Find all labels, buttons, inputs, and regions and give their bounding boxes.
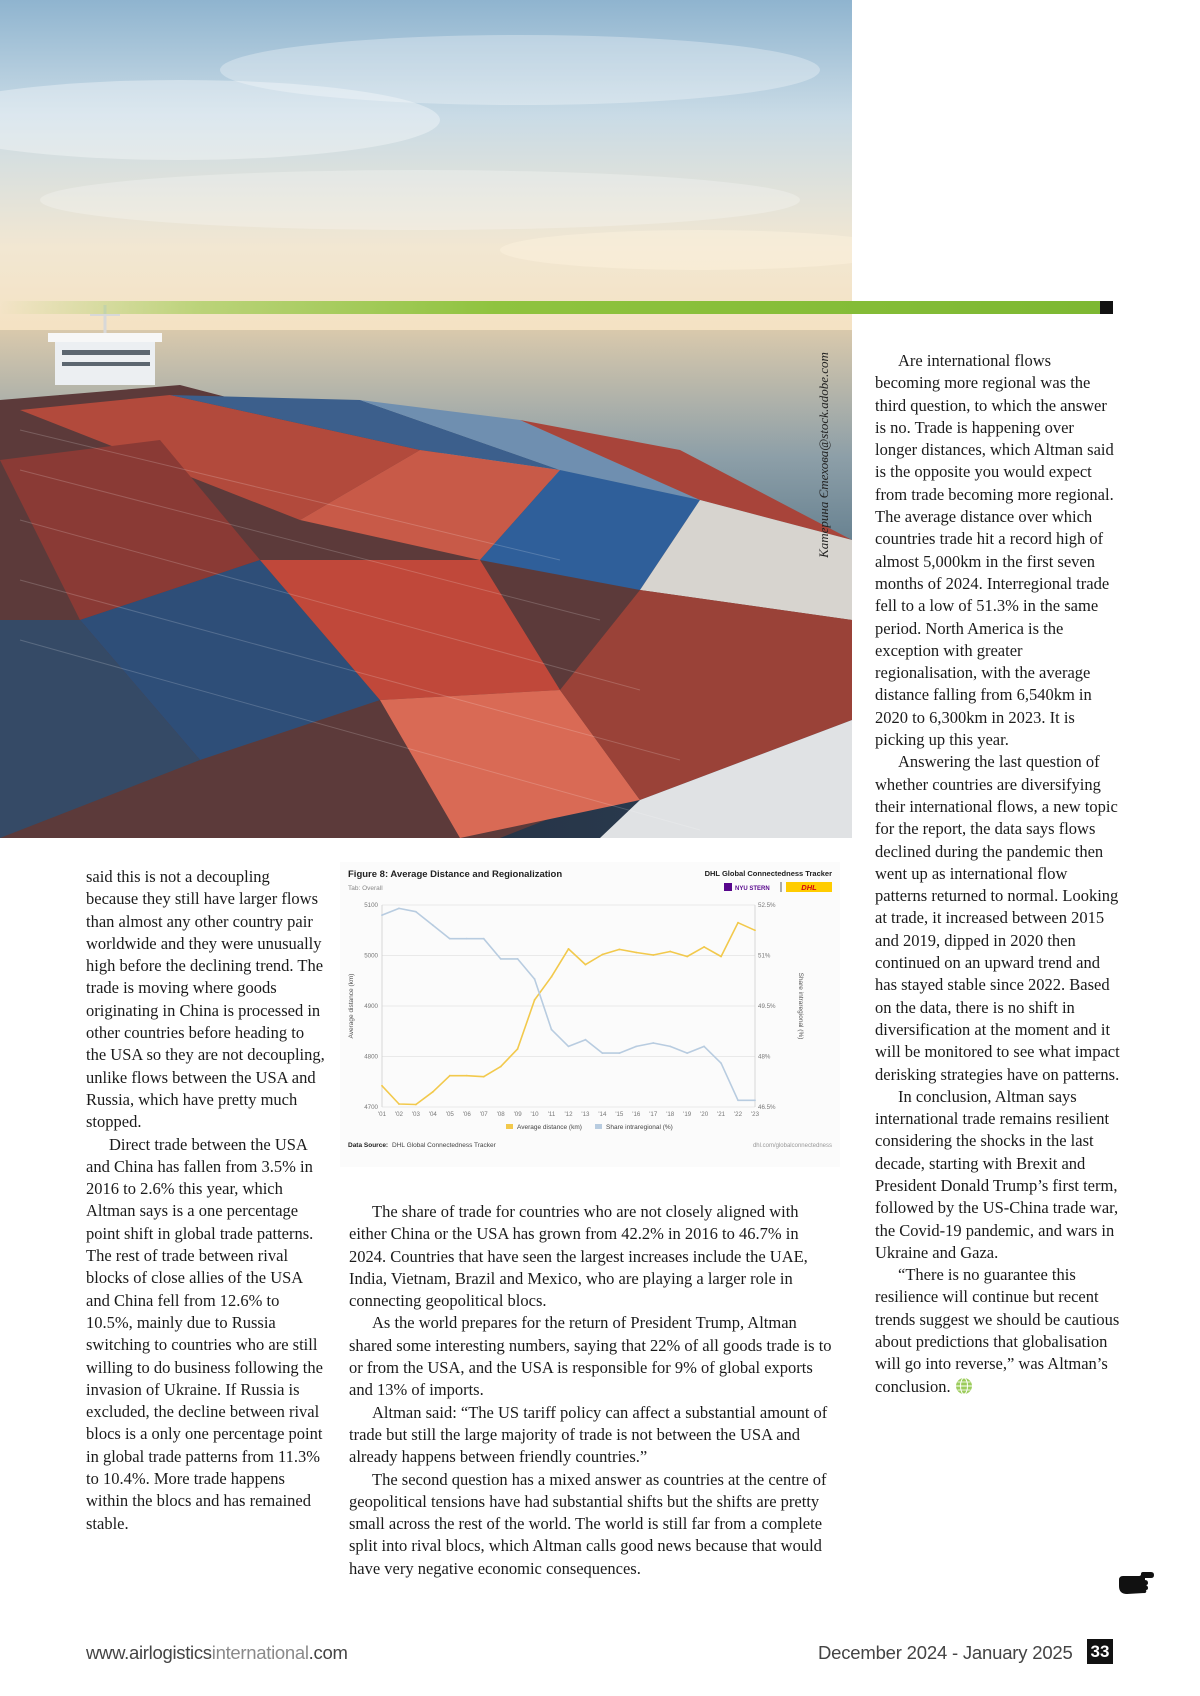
data-point [737, 922, 739, 924]
container-ship-illustration [0, 0, 852, 838]
legend-share: Share intraregional (%) [606, 1124, 673, 1131]
y-tick-label: 4800 [364, 1053, 378, 1061]
pointing-hand-icon [1117, 1571, 1155, 1597]
data-point [652, 1042, 654, 1044]
hero-photo [0, 0, 852, 838]
column-left [86, 866, 326, 1535]
x-tick-label: '20 [700, 1111, 709, 1118]
source-text: DHL Global Connectedness Tracker [392, 1142, 496, 1149]
x-tick-label: '23 [750, 1111, 760, 1118]
data-point [737, 1099, 739, 1101]
column-right [875, 350, 1120, 1398]
x-tick-label: '17 [649, 1111, 658, 1118]
data-point [635, 952, 637, 954]
accent-rule-end [1100, 301, 1113, 314]
chart-svg [340, 862, 840, 1167]
x-tick-label: '08 [496, 1111, 505, 1118]
x-tick-label: '01 [377, 1111, 387, 1118]
data-point [483, 938, 485, 940]
data-point [585, 964, 587, 966]
accent-rule [0, 301, 1100, 314]
data-point [720, 956, 722, 958]
y-tick-label: 4900 [364, 1003, 378, 1010]
y-tick-label: 5100 [364, 902, 378, 909]
footer-url: www.airlogisticsinternational.com [86, 1642, 348, 1663]
x-tick-label: '04 [428, 1111, 437, 1118]
chart-link: dhl.com/globalconnectedness [752, 1143, 832, 1149]
paragraph: said this is not a decoupling because they still have larger flows than almost any other country pair worldwide and they were unusually high before the declining trend. The trade is moving where goods originating in China is processed in other countries before heading to the USA so they are not decoupling, unlike flows between the USA and Russia, which have pretty much stopped. [86, 867, 325, 1132]
y-axis-label: Average distance (km) [348, 973, 355, 1039]
data-point [381, 1085, 383, 1087]
x-tick-label: '03 [411, 1111, 420, 1118]
source-label: Data Source: [348, 1142, 389, 1149]
y2-axis-label: Share intraregional (%) [797, 972, 804, 1040]
photo-credit: Катерина Єтехова@stock.adobe.com [816, 352, 831, 558]
y2-tick-label: 48% [758, 1053, 771, 1061]
x-tick-label: '02 [394, 1111, 403, 1118]
paragraph: In conclusion, Altman says international trade remains resilient considering the shocks in the last decade, starting with Brexit and President Donald Trump’s first term, followed by the US-China trade war, the Covid-19 pandemic, and wars in Ukraine and Gaza. [875, 1086, 1119, 1262]
series-line-distance [382, 923, 755, 1105]
x-tick-label: '21 [717, 1111, 726, 1118]
chart-ticks [364, 902, 776, 1118]
data-point [381, 914, 383, 916]
data-point [686, 956, 688, 958]
globe-icon [955, 1377, 973, 1395]
x-tick-label: '12 [564, 1111, 573, 1118]
logo-nyu: NYU STERN [735, 886, 770, 892]
x-tick-label: '07 [479, 1111, 488, 1118]
chart-subtitle: Tab: Overall [348, 885, 383, 892]
data-point [551, 1029, 553, 1031]
x-tick-label: '10 [530, 1111, 539, 1118]
data-point [534, 978, 536, 980]
logo-dhl: DHL [801, 883, 817, 892]
legend-swatch-share [595, 1124, 602, 1129]
data-point [466, 938, 468, 940]
x-tick-label: '06 [462, 1111, 471, 1118]
paragraph: Are international flows becoming more regional was the third question, to which the answer is no. Trade is happening over longer distances, which Altman said is the opposite you would expect from trade becoming more regional. The average distance over which countries trade hit a record high of almost 5,000km in the first seven months of 2024. Interregional trade fell to a low of 51.3% in the same period. North America is the exception with greater regionalisation, with the average distance falling from 6,540km in 2020 to 6,300km in 2023. It is picking up this year. [875, 351, 1114, 750]
data-point [415, 911, 417, 913]
data-point [754, 1099, 756, 1101]
data-point [652, 954, 654, 956]
data-point [432, 924, 434, 926]
legend-distance: Average distance (km) [517, 1124, 582, 1131]
data-point [754, 929, 756, 931]
nyu-logo-icon [724, 883, 732, 891]
data-point [703, 946, 705, 948]
data-point [585, 1039, 587, 1041]
closing-quote-text: “There is no guarantee this resilience will continue but recent trends suggest we should be cautious about predictions that globalisation will go into reverse,” was Altman’s conclusion. [875, 1265, 1120, 1396]
data-point [466, 1075, 468, 1077]
data-point [534, 999, 536, 1001]
data-point [686, 1052, 688, 1054]
y2-tick-label: 46.5% [758, 1104, 776, 1111]
data-point [669, 1046, 671, 1048]
x-tick-label: '13 [581, 1111, 590, 1118]
y2-tick-label: 49.5% [758, 1003, 776, 1010]
chart-title: Figure 8: Average Distance and Regionalization [348, 869, 563, 880]
paragraph [875, 1264, 1120, 1398]
series-line-share [382, 908, 755, 1100]
x-tick-label: '14 [598, 1111, 607, 1118]
data-point [618, 1052, 620, 1054]
data-point [602, 954, 604, 956]
data-point [398, 1103, 400, 1105]
data-point [449, 1075, 451, 1077]
y2-tick-label: 52.5% [758, 902, 776, 909]
figure-chart [340, 862, 840, 1167]
paragraph: The second question has a mixed answer as countries at the centre of geopolitical tensions have had substantial shifts but the shifts are pretty small across the rest of the world. The world is still far from a complete split into rival blocs, which Altman calls good news because that would have very negative economic consequences. [349, 1469, 827, 1578]
data-point [398, 907, 400, 909]
data-point [483, 1076, 485, 1078]
data-point [635, 1046, 637, 1048]
chart-grid [382, 905, 755, 1107]
y-tick-label: 4700 [364, 1104, 378, 1111]
data-point [669, 951, 671, 953]
data-point [500, 958, 502, 960]
page-number: 33 [1087, 1639, 1113, 1664]
data-point [415, 1104, 417, 1106]
x-tick-label: '05 [445, 1111, 454, 1118]
data-point [517, 958, 519, 960]
paragraph: Direct trade between the USA and China has fallen from 3.5% in 2016 to 2.6% this year, which Altman says is a one percentage point shift in global trade patterns. The rest of trade between rival blocks of close allies of the USA and China fell from 12.6% to 10.5%, mainly due to Russia switching to countries who are still willing to do business following the invasion of Ukraine. If Russia is excluded, the decline between rival blocs is a only one percentage point in global trade patterns from 11.3% to 10.4%. More trade happens within the blocs and has remained stable. [86, 1134, 323, 1533]
data-point [432, 1091, 434, 1093]
data-point [720, 1062, 722, 1064]
data-point [551, 976, 553, 978]
paragraph: The share of trade for countries who are not closely aligned with either China or the USA has grown from 42.2% in 2016 to 46.7% in 2024. Countries that have seen the largest increases include the UAE, India, Vietnam, Brazil and Mexico, who are playing a larger role in connecting geopolitical blocs. [349, 1202, 808, 1311]
paragraph: As the world prepares for the return of President Trump, Altman shared some interesting numbers, saying that 22% of all goods trade is to or from the USA, and the USA is responsible for 9% of global exports and 13% of imports. [349, 1313, 832, 1400]
x-tick-label: '09 [513, 1111, 522, 1118]
x-tick-label: '16 [632, 1111, 641, 1118]
x-tick-label: '11 [547, 1111, 556, 1118]
data-point [449, 938, 451, 940]
data-point [602, 1052, 604, 1054]
column-middle [349, 1201, 834, 1580]
x-tick-label: '18 [666, 1111, 675, 1118]
data-point [703, 1046, 705, 1048]
data-point [568, 948, 570, 950]
paragraph: Altman said: “The US tariff policy can affect a substantial amount of trade but still the large majority of trade is not between the USA and already happens between friendly countries.” [349, 1402, 828, 1467]
x-tick-label: '15 [615, 1111, 624, 1118]
data-point [517, 1048, 519, 1050]
data-point [500, 1066, 502, 1068]
x-tick-label: '22 [734, 1111, 743, 1118]
data-point [618, 949, 620, 951]
issue-date: December 2024 - January 2025 [818, 1642, 1073, 1663]
data-point [568, 1046, 570, 1048]
legend-swatch-distance [506, 1124, 513, 1129]
chart-brand: DHL Global Connectedness Tracker [704, 869, 832, 878]
chart-lines [381, 907, 756, 1105]
paragraph: Answering the last question of whether countries are diversifying their international flows, a new topic for the report, the data says flows declined during the pandemic then went up as international flow patterns returned to normal. Looking at trade, it increased between 2015 and 2019, dipped in 2020 then continued on an upward trend and has stayed stable since 2022. Based on the data, there is no shift in diversification at the moment and it will be monitored to see what impact derisking strategies have on patterns. [875, 752, 1120, 1084]
y2-tick-label: 51% [758, 952, 771, 960]
x-tick-label: '19 [683, 1111, 692, 1118]
y-tick-label: 5000 [364, 952, 378, 960]
